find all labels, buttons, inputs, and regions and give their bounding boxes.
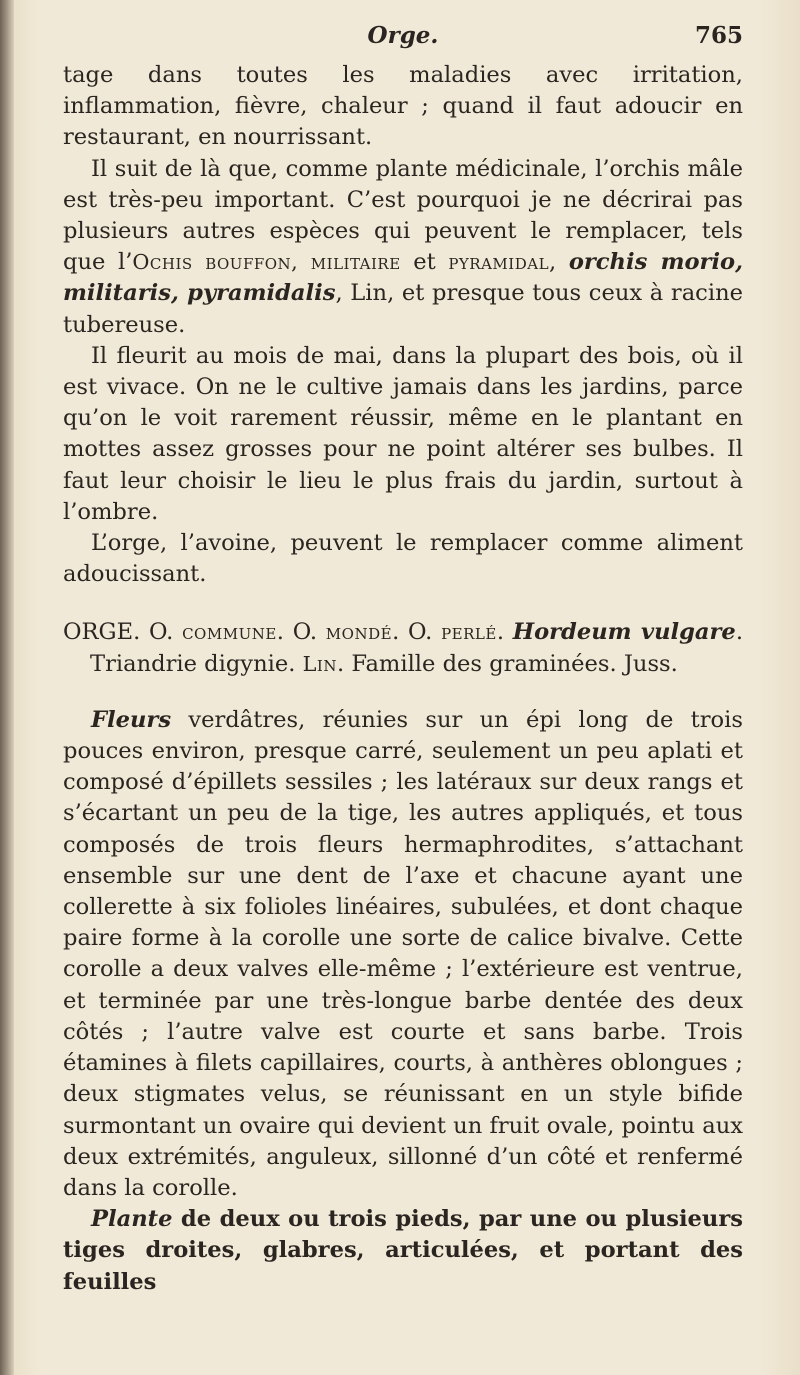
small-caps-species: Ochis bouffon, militaire bbox=[132, 250, 401, 275]
latin-names: orchis morio, militaris, pyramidalis bbox=[63, 249, 743, 307]
text-run: . O. bbox=[392, 619, 442, 646]
paragraph-substitutes: L’orge, l’avoine, peuvent le remplacer comme aliment adoucissant. bbox=[63, 530, 743, 588]
paragraph-plant bbox=[63, 1204, 743, 1298]
page-header bbox=[63, 22, 743, 56]
running-head: Orge. bbox=[367, 22, 439, 49]
section-label-fleurs: Fleurs bbox=[91, 706, 172, 733]
text-run: de deux ou trois pieds, par une ou plusieurs tiges droites, glabres, articulées, et portant des feuilles bbox=[63, 1206, 743, 1295]
page-body bbox=[63, 60, 743, 1298]
entry-heading bbox=[63, 617, 743, 679]
text-run: . Famille des graminées. Juss. bbox=[336, 650, 678, 677]
page-binding-edge bbox=[0, 0, 14, 1375]
text-run: . Triandrie digynie. bbox=[90, 619, 743, 677]
paragraph-flowering: Il fleurit au mois de mai, dans la plupart des bois, où il est vivace. On ne le cultive jamais dans les jardins, parce qu’on le voit rarement réussir, même en le plantant en mottes assez grosses pour ne point altérer ses bulbes. Il faut leur choisir le lieu le plus frais du jardin, surtout à l’ombre. bbox=[63, 342, 743, 525]
text-run: verdâtres, réunies sur un épi long de trois pouces environ, presque carré, seulement un peu aplati et composé d’épillets sessiles ; les latéraux sur deux rangs et s’écartant un peu de la tige, les autres appliqués, et tous composés de trois fleurs hermaphrodites, s’attachant ensemble sur une dent de l’axe et chacune ayant une collerette à six folioles linéaires, subulées, et dont chaque paire forme à la corolle une sorte de calice bivalve. Cette corolle a deux valves elle-même ; l’extérieure est ventrue, et terminée par une très-longue barbe dentée des deux côtés ; l’autre valve est courte et sans barbe. Trois étamines à filets capillaires, courts, à anthères oblongues ; deux stigmates velus, se réunissant en un style bifide surmontant un ovaire qui devient un fruit ovale, pointu aux deux extrémités, anguleux, sillonné d’un côté et renfermé dans la corolle. bbox=[63, 706, 743, 1201]
paragraph-orchis-species bbox=[63, 154, 743, 341]
variety-name: mondé bbox=[325, 620, 393, 645]
paragraph-continuation: tage dans toutes les maladies avec irritation, inflammation, fièvre, chaleur ; quand il faut adoucir en restaurant, en nourrissant. bbox=[63, 62, 743, 151]
text-run: . O. bbox=[276, 619, 326, 646]
variety-name: perlé bbox=[441, 620, 497, 645]
small-caps-species: pyramidal bbox=[448, 250, 550, 275]
section-label-plante: Plante bbox=[91, 1206, 173, 1233]
text-run: , Lin, et presque tous ceux à racine tubereuse. bbox=[63, 280, 743, 338]
text-run: . bbox=[496, 619, 513, 646]
text-run: et bbox=[400, 249, 449, 276]
entry-name: ORGE. O. bbox=[63, 619, 174, 646]
page-number: 765 bbox=[694, 22, 743, 49]
paragraph-flowers bbox=[63, 705, 743, 1204]
author-abbrev: Lin bbox=[302, 651, 337, 676]
text-run: , bbox=[549, 249, 569, 276]
latin-binomial: Hordeum vulgare bbox=[512, 619, 736, 646]
variety-name: commune bbox=[182, 620, 277, 645]
text-run: Il suit de là que, comme plante médicinale, l’orchis mâle est très-peu important. C’est pourquoi je ne décrirai pas plusieurs autres espèces qui peuvent le remplacer, tels que l’ bbox=[63, 155, 743, 276]
